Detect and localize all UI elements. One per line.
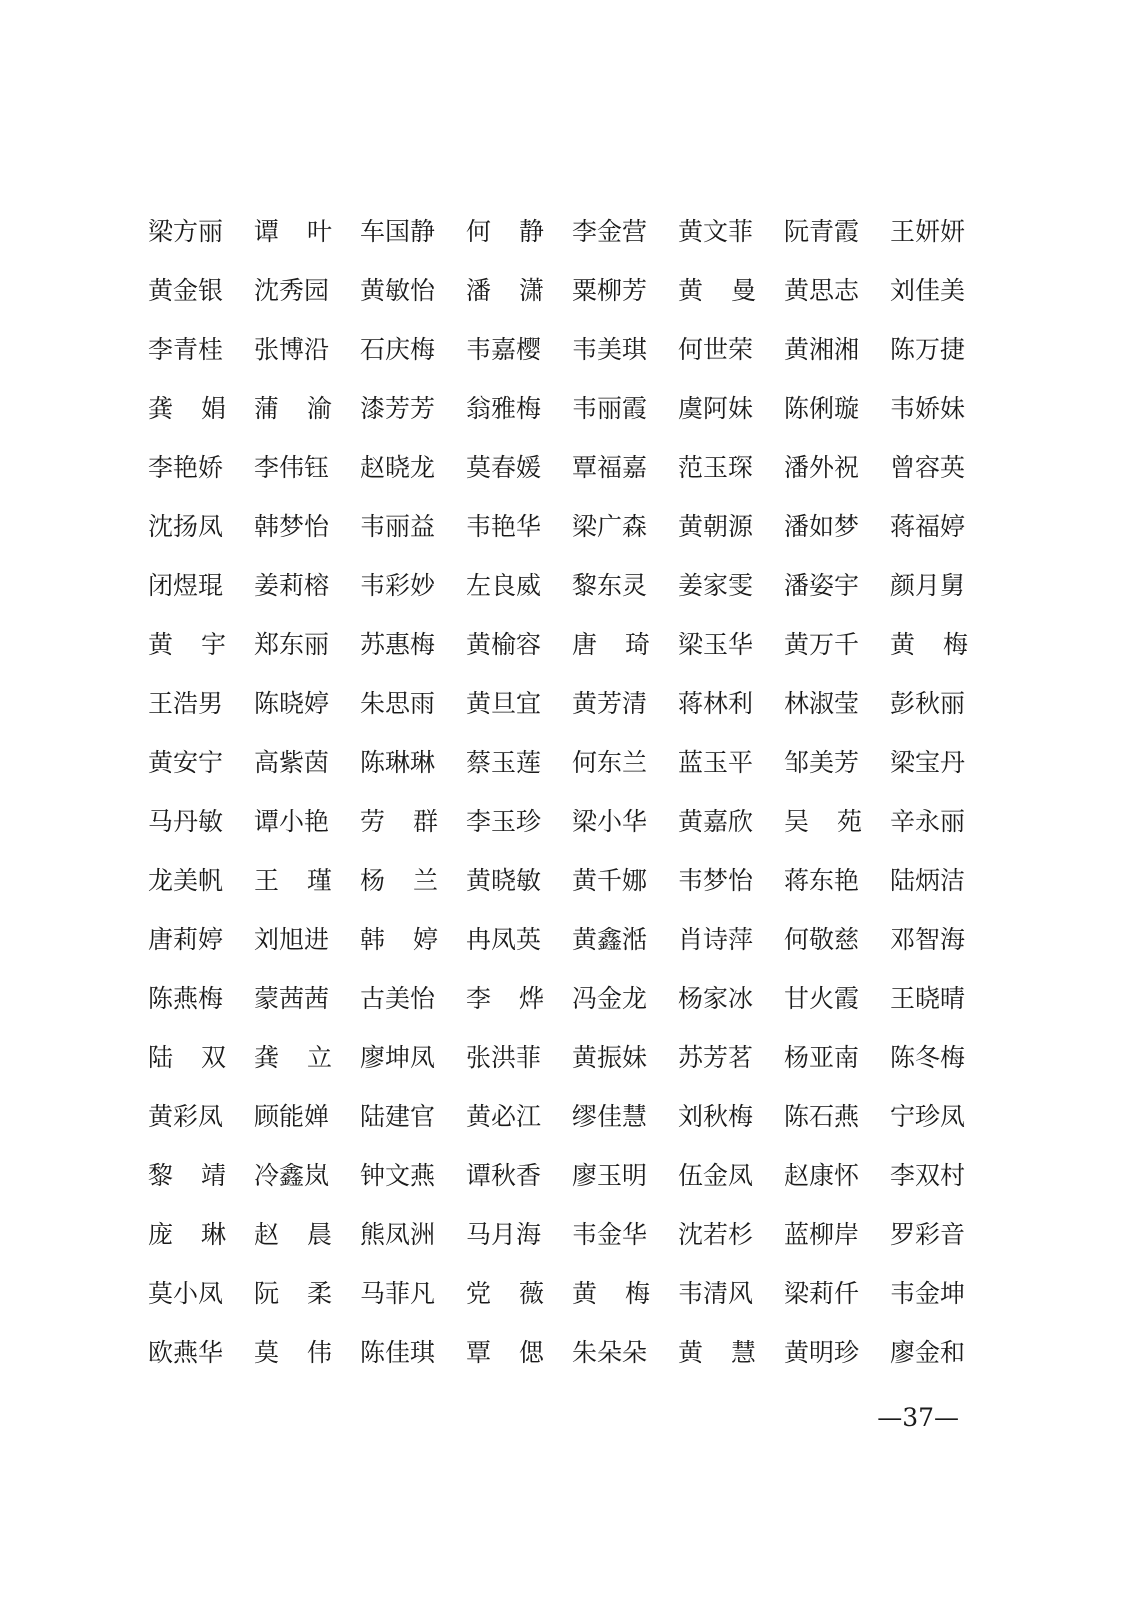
name-entry: 黄彩凤 bbox=[148, 1102, 224, 1131]
name-entry: 黄必江 bbox=[466, 1102, 542, 1131]
name-list bbox=[148, 202, 968, 1382]
name-entry: 姜莉榕 bbox=[254, 571, 330, 600]
name-entry: 梁方丽 bbox=[148, 217, 224, 246]
name-entry: 沈若杉 bbox=[678, 1220, 754, 1249]
name-entry: 欧燕华 bbox=[148, 1338, 224, 1367]
name-entry: 左良威 bbox=[466, 571, 542, 600]
name-entry: 廖坤凤 bbox=[360, 1043, 436, 1072]
name-entry: 覃 偲 bbox=[466, 1338, 544, 1367]
name-row bbox=[148, 615, 968, 674]
name-entry: 韦艳华 bbox=[466, 512, 542, 541]
name-entry: 黄 慧 bbox=[678, 1338, 756, 1367]
name-entry: 黎东灵 bbox=[572, 571, 648, 600]
name-entry: 李艳娇 bbox=[148, 453, 224, 482]
name-entry: 辛永丽 bbox=[890, 807, 966, 836]
name-entry: 赵康怀 bbox=[784, 1161, 860, 1190]
name-entry: 陈冬梅 bbox=[890, 1043, 966, 1072]
name-entry: 何东兰 bbox=[572, 748, 648, 777]
name-entry: 李青桂 bbox=[148, 335, 224, 364]
name-entry: 梁莉仟 bbox=[784, 1279, 860, 1308]
name-entry: 闭煜琨 bbox=[148, 571, 224, 600]
name-entry: 颜月舅 bbox=[890, 571, 966, 600]
name-entry: 庞 琳 bbox=[148, 1220, 226, 1249]
name-entry: 郑东丽 bbox=[254, 630, 330, 659]
name-entry: 黄榆容 bbox=[466, 630, 542, 659]
name-entry: 蒲 渝 bbox=[254, 394, 332, 423]
name-entry: 石庆梅 bbox=[360, 335, 436, 364]
name-entry: 沈扬凤 bbox=[148, 512, 224, 541]
name-entry: 蒋福婷 bbox=[890, 512, 966, 541]
name-entry: 李玉珍 bbox=[466, 807, 542, 836]
name-entry: 韩梦怡 bbox=[254, 512, 330, 541]
name-entry: 张博沿 bbox=[254, 335, 330, 364]
name-entry: 黄嘉欣 bbox=[678, 807, 754, 836]
name-entry: 翁雅梅 bbox=[466, 394, 542, 423]
name-entry: 阮青霞 bbox=[784, 217, 860, 246]
name-entry: 蒙茜茜 bbox=[254, 984, 330, 1013]
name-entry: 黄芳清 bbox=[572, 689, 648, 718]
name-row bbox=[148, 969, 966, 1028]
name-entry: 黄旦宜 bbox=[466, 689, 542, 718]
name-entry: 黄安宁 bbox=[148, 748, 224, 777]
name-entry: 黄金银 bbox=[148, 276, 224, 305]
name-entry: 莫 伟 bbox=[254, 1338, 332, 1367]
name-entry: 李双村 bbox=[890, 1161, 966, 1190]
name-entry: 邓智海 bbox=[890, 925, 966, 954]
name-entry: 李伟钰 bbox=[254, 453, 330, 482]
name-entry: 黄千娜 bbox=[572, 866, 648, 895]
name-entry: 粟柳芳 bbox=[572, 276, 648, 305]
name-entry: 范玉琛 bbox=[678, 453, 754, 482]
name-entry: 王 瑾 bbox=[254, 866, 332, 895]
name-entry: 王妍妍 bbox=[890, 217, 966, 246]
name-entry: 黄万千 bbox=[784, 630, 860, 659]
name-entry: 韦丽益 bbox=[360, 512, 436, 541]
name-entry: 杨亚南 bbox=[784, 1043, 860, 1072]
name-entry: 潘外祝 bbox=[784, 453, 860, 482]
name-entry: 苏惠梅 bbox=[360, 630, 436, 659]
name-entry: 黄朝源 bbox=[678, 512, 754, 541]
name-entry: 朱朵朵 bbox=[572, 1338, 648, 1367]
name-entry: 韦金坤 bbox=[890, 1279, 966, 1308]
name-entry: 沈秀园 bbox=[254, 276, 330, 305]
name-entry: 苏芳茗 bbox=[678, 1043, 754, 1072]
name-entry: 姜家雯 bbox=[678, 571, 754, 600]
name-entry: 邹美芳 bbox=[784, 748, 860, 777]
name-entry: 宁珍凤 bbox=[890, 1102, 966, 1131]
name-entry: 车国静 bbox=[360, 217, 436, 246]
name-entry: 龚 娟 bbox=[148, 394, 226, 423]
name-entry: 杨家冰 bbox=[678, 984, 754, 1013]
name-entry: 蓝玉平 bbox=[678, 748, 754, 777]
name-entry: 黄鑫湉 bbox=[572, 925, 648, 954]
name-entry: 陈石燕 bbox=[784, 1102, 860, 1131]
name-entry: 廖金和 bbox=[890, 1338, 966, 1367]
name-entry: 蔡玉莲 bbox=[466, 748, 542, 777]
name-entry: 彭秋丽 bbox=[890, 689, 966, 718]
name-row bbox=[148, 1264, 966, 1323]
name-entry: 廖玉明 bbox=[572, 1161, 648, 1190]
name-entry: 梁广森 bbox=[572, 512, 648, 541]
name-entry: 古美怡 bbox=[360, 984, 436, 1013]
name-entry: 冯金龙 bbox=[572, 984, 648, 1013]
name-entry: 党 薇 bbox=[466, 1279, 544, 1308]
name-entry: 漆芳芳 bbox=[360, 394, 436, 423]
name-entry: 熊凤洲 bbox=[360, 1220, 436, 1249]
name-entry: 刘佳美 bbox=[890, 276, 966, 305]
name-entry: 蒋东艳 bbox=[784, 866, 860, 895]
name-entry: 陈佳琪 bbox=[360, 1338, 436, 1367]
name-entry: 高紫茵 bbox=[254, 748, 330, 777]
name-entry: 蓝柳岸 bbox=[784, 1220, 860, 1249]
name-entry: 韦清风 bbox=[678, 1279, 754, 1308]
name-entry: 韦金华 bbox=[572, 1220, 648, 1249]
name-row bbox=[148, 438, 966, 497]
name-entry: 赵 晨 bbox=[254, 1220, 332, 1249]
name-entry: 韩 婷 bbox=[360, 925, 438, 954]
name-entry: 陆 双 bbox=[148, 1043, 226, 1072]
name-entry: 张洪菲 bbox=[466, 1043, 542, 1072]
name-entry: 缪佳慧 bbox=[572, 1102, 648, 1131]
name-entry: 韦彩妙 bbox=[360, 571, 436, 600]
name-entry: 覃福嘉 bbox=[572, 453, 648, 482]
name-entry: 黄湘湘 bbox=[784, 335, 860, 364]
name-entry: 王浩男 bbox=[148, 689, 224, 718]
name-entry: 何敬慈 bbox=[784, 925, 860, 954]
name-entry: 谭秋香 bbox=[466, 1161, 542, 1190]
name-entry: 冷鑫岚 bbox=[254, 1161, 330, 1190]
name-row bbox=[148, 1028, 966, 1087]
name-entry: 马菲凡 bbox=[360, 1279, 436, 1308]
name-entry: 唐 琦 bbox=[572, 630, 650, 659]
name-entry: 阮 柔 bbox=[254, 1279, 332, 1308]
name-entry: 伍金凤 bbox=[678, 1161, 754, 1190]
name-entry: 黄文菲 bbox=[678, 217, 754, 246]
name-entry: 谭 叶 bbox=[254, 217, 332, 246]
name-entry: 王晓晴 bbox=[890, 984, 966, 1013]
name-entry: 莫小凤 bbox=[148, 1279, 224, 1308]
name-entry: 吴 苑 bbox=[784, 807, 862, 836]
name-entry: 黄 梅 bbox=[890, 630, 968, 659]
name-entry: 陆建官 bbox=[360, 1102, 436, 1131]
name-entry: 黄敏怡 bbox=[360, 276, 436, 305]
name-entry: 潘 潇 bbox=[466, 276, 544, 305]
name-entry: 莫春媛 bbox=[466, 453, 542, 482]
name-entry: 潘如梦 bbox=[784, 512, 860, 541]
name-entry: 陈燕梅 bbox=[148, 984, 224, 1013]
name-entry: 黄振妹 bbox=[572, 1043, 648, 1072]
name-entry: 何 静 bbox=[466, 217, 544, 246]
name-entry: 黎 靖 bbox=[148, 1161, 226, 1190]
name-entry: 何世荣 bbox=[678, 335, 754, 364]
name-entry: 梁宝丹 bbox=[890, 748, 966, 777]
name-row bbox=[148, 733, 966, 792]
name-entry: 潘姿宇 bbox=[784, 571, 860, 600]
name-entry: 刘秋梅 bbox=[678, 1102, 754, 1131]
name-entry: 韦丽霞 bbox=[572, 394, 648, 423]
name-entry: 李 烨 bbox=[466, 984, 544, 1013]
name-entry: 黄 梅 bbox=[572, 1279, 650, 1308]
name-entry: 冉凤英 bbox=[466, 925, 542, 954]
name-entry: 马丹敏 bbox=[148, 807, 224, 836]
name-entry: 黄 曼 bbox=[678, 276, 756, 305]
name-row bbox=[148, 792, 966, 851]
name-entry: 杨 兰 bbox=[360, 866, 438, 895]
name-entry: 韦梦怡 bbox=[678, 866, 754, 895]
name-entry: 肖诗萍 bbox=[678, 925, 754, 954]
name-row bbox=[148, 261, 966, 320]
name-entry: 陈琳琳 bbox=[360, 748, 436, 777]
name-entry: 黄 宇 bbox=[148, 630, 226, 659]
name-row bbox=[148, 1205, 966, 1264]
name-entry: 曾容英 bbox=[890, 453, 966, 482]
name-entry: 赵晓龙 bbox=[360, 453, 436, 482]
name-entry: 李金营 bbox=[572, 217, 648, 246]
name-row bbox=[148, 497, 966, 556]
name-row bbox=[148, 674, 966, 733]
name-entry: 唐莉婷 bbox=[148, 925, 224, 954]
name-entry: 龙美帆 bbox=[148, 866, 224, 895]
name-row bbox=[148, 556, 966, 615]
name-row bbox=[148, 851, 966, 910]
name-entry: 罗彩音 bbox=[890, 1220, 966, 1249]
name-row bbox=[148, 1146, 966, 1205]
name-entry: 劳 群 bbox=[360, 807, 438, 836]
name-entry: 刘旭进 bbox=[254, 925, 330, 954]
name-entry: 黄思志 bbox=[784, 276, 860, 305]
name-row bbox=[148, 379, 966, 438]
name-row bbox=[148, 320, 966, 379]
name-entry: 蒋林利 bbox=[678, 689, 754, 718]
name-entry: 钟文燕 bbox=[360, 1161, 436, 1190]
name-entry: 黄晓敏 bbox=[466, 866, 542, 895]
name-row bbox=[148, 1323, 966, 1382]
name-entry: 林淑莹 bbox=[784, 689, 860, 718]
name-entry: 虞阿妹 bbox=[678, 394, 754, 423]
name-row bbox=[148, 910, 966, 969]
name-entry: 梁小华 bbox=[572, 807, 648, 836]
name-entry: 陈俐璇 bbox=[784, 394, 860, 423]
page-number: —37— bbox=[877, 1403, 959, 1432]
name-entry: 陈晓婷 bbox=[254, 689, 330, 718]
name-entry: 韦嘉樱 bbox=[466, 335, 542, 364]
name-entry: 顾能婵 bbox=[254, 1102, 330, 1131]
name-row bbox=[148, 1087, 966, 1146]
name-entry: 马月海 bbox=[466, 1220, 542, 1249]
name-entry: 韦美琪 bbox=[572, 335, 648, 364]
name-entry: 韦娇妹 bbox=[890, 394, 966, 423]
name-row bbox=[148, 202, 966, 261]
name-entry: 朱思雨 bbox=[360, 689, 436, 718]
name-entry: 黄明珍 bbox=[784, 1338, 860, 1367]
name-entry: 陆炳洁 bbox=[890, 866, 966, 895]
name-entry: 龚 立 bbox=[254, 1043, 332, 1072]
name-entry: 陈万捷 bbox=[890, 335, 966, 364]
name-entry: 甘火霞 bbox=[784, 984, 860, 1013]
name-entry: 梁玉华 bbox=[678, 630, 754, 659]
name-entry: 谭小艳 bbox=[254, 807, 330, 836]
